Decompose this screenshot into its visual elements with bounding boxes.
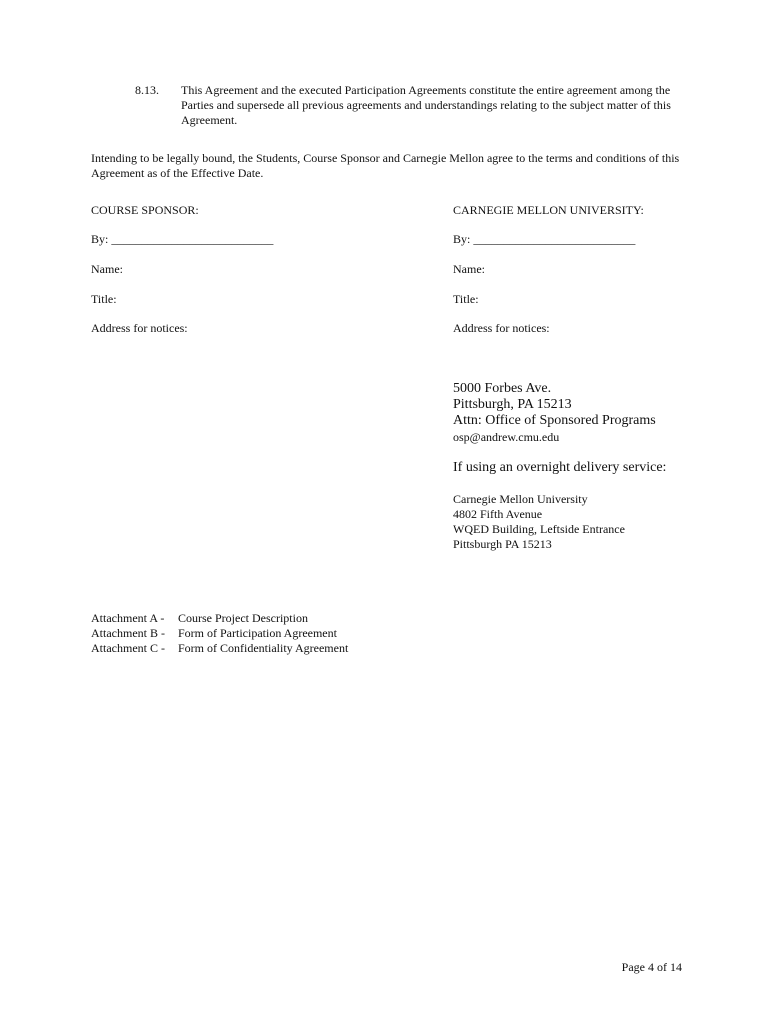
attachment-c-text: Form of Confidentiality Agreement <box>178 641 349 655</box>
attachment-b-label: Attachment B - <box>91 626 165 640</box>
overnight-line-1: Carnegie Mellon University <box>453 492 588 506</box>
sponsor-by-line: By: ___________________________ <box>91 232 274 246</box>
sponsor-address-label: Address for notices: <box>91 321 188 335</box>
cmu-email: osp@andrew.cmu.edu <box>453 430 560 444</box>
cmu-city: Pittsburgh, PA 15213 <box>453 397 572 412</box>
sponsor-heading: COURSE SPONSOR: <box>91 203 199 217</box>
overnight-line-3: WQED Building, Leftside Entrance <box>453 522 625 536</box>
attachment-b-text: Form of Participation Agreement <box>178 626 337 640</box>
cmu-by-line: By: ___________________________ <box>453 232 636 246</box>
page-number: Page 4 of 14 <box>621 960 682 974</box>
overnight-heading: If using an overnight delivery service: <box>453 460 667 475</box>
overnight-line-4: Pittsburgh PA 15213 <box>453 537 552 551</box>
cmu-street: 5000 Forbes Ave. <box>453 381 552 396</box>
sponsor-title-label: Title: <box>91 292 117 306</box>
cmu-attn: Attn: Office of Sponsored Programs <box>453 413 656 428</box>
clause-text: This Agreement and the executed Participation Agreements constitute the entire agreement among the Parties and supersede all previous agreements and understandings relating to the subject matter of this Agreement. <box>181 83 671 127</box>
attachment-c-label: Attachment C - <box>91 641 165 655</box>
overnight-line-2: 4802 Fifth Avenue <box>453 507 543 521</box>
intro-paragraph: Intending to be legally bound, the Students, Course Sponsor and Carnegie Mellon agree to the terms and conditions of this Agreement as of the Effective Date. <box>91 151 680 180</box>
cmu-address-label: Address for notices: <box>453 321 550 335</box>
cmu-title-label: Title: <box>453 292 479 306</box>
cmu-name-label: Name: <box>453 262 485 276</box>
sponsor-name-label: Name: <box>91 262 123 276</box>
clause-number: 8.13. <box>135 83 159 97</box>
cmu-heading: CARNEGIE MELLON UNIVERSITY: <box>453 203 644 217</box>
attachment-a-text: Course Project Description <box>178 611 308 625</box>
attachment-a-label: Attachment A - <box>91 611 165 625</box>
